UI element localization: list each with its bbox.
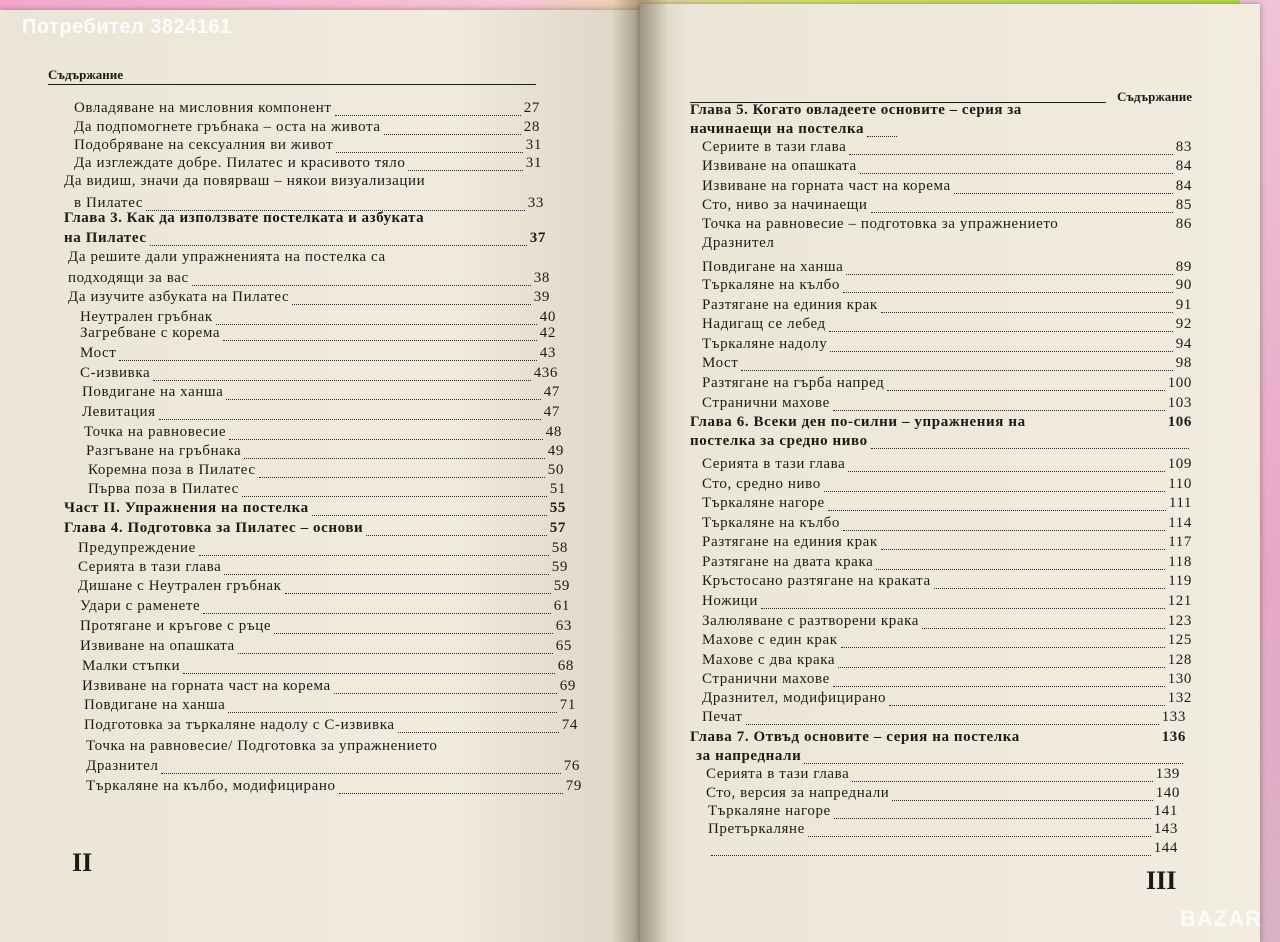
toc-entry[interactable] <box>702 375 1192 395</box>
entry-title: Странични махове <box>702 395 830 411</box>
toc-entry[interactable] <box>80 325 556 345</box>
toc-entry[interactable] <box>88 481 566 501</box>
book-gutter <box>612 0 668 942</box>
toc-entry[interactable] <box>702 652 1192 672</box>
entry-title-line1: Да видиш, значи да повярваш – някои визуализации <box>64 173 426 189</box>
entry-page: 132 <box>1167 690 1192 706</box>
leader-dots <box>336 151 523 153</box>
entry-page: 110 <box>1168 476 1192 492</box>
entry-page: 65 <box>555 638 572 654</box>
leader-dots <box>838 666 1165 668</box>
leader-dots <box>223 339 537 341</box>
entry-title: Разгъване на гръбнака <box>86 443 242 459</box>
right-folio: III <box>1146 866 1177 895</box>
toc-entry[interactable] <box>702 573 1192 593</box>
leader-dots <box>808 835 1151 837</box>
leader-dots <box>954 192 1173 194</box>
entry-page: 86 <box>1175 216 1192 232</box>
leader-dots <box>867 135 897 137</box>
entry-title: Сто, средно ниво <box>702 476 821 492</box>
leader-dots <box>887 389 1164 391</box>
toc-entry[interactable] <box>702 632 1192 652</box>
toc-entry[interactable] <box>74 155 542 175</box>
leader-dots <box>889 704 1165 706</box>
entry-page: 94 <box>1175 336 1192 352</box>
leader-dots <box>335 114 521 116</box>
leader-dots <box>242 495 547 497</box>
entry-page: 128 <box>1167 652 1192 668</box>
entry-page: 38 <box>533 270 550 286</box>
entry-title: Серията в тази глава <box>702 456 846 472</box>
entry-page: 55 <box>549 500 566 516</box>
entry-title: Повдигане на ханша <box>82 384 224 400</box>
leader-dots <box>228 711 556 713</box>
entry-page: 141 <box>1153 803 1178 819</box>
entry-page: 76 <box>563 758 580 774</box>
toc-entry[interactable] <box>702 554 1192 574</box>
entry-title: за напреднали <box>696 748 802 764</box>
entry-page: 140 <box>1155 785 1180 801</box>
toc-entry[interactable] <box>702 197 1192 217</box>
entry-title: Печат <box>702 709 743 725</box>
entry-page: 39 <box>533 289 550 305</box>
entry-title: на Пилатес <box>64 230 147 246</box>
leader-dots <box>881 548 1165 550</box>
leader-dots <box>119 359 536 361</box>
entry-title: Левитация <box>82 404 156 420</box>
entry-page: 106 <box>1167 414 1192 430</box>
entry-title: Дишане с Неутрален гръбнак <box>78 578 282 594</box>
entry-page: 89 <box>1175 259 1192 275</box>
leader-dots <box>746 723 1159 725</box>
entry-page: 119 <box>1168 573 1192 589</box>
entry-page: 59 <box>553 578 570 594</box>
toc-entry[interactable] <box>702 216 1192 236</box>
watermark: Потребител 3824161 <box>22 16 232 38</box>
chapter-title-line1: Глава 5. Когато овладеете основите – серия за <box>690 102 1022 118</box>
toc-entry[interactable] <box>702 316 1192 336</box>
toc-entry[interactable] <box>702 259 1192 279</box>
entry-page: 69 <box>559 678 576 694</box>
toc-entry[interactable] <box>80 618 572 638</box>
entry-page: 123 <box>1167 613 1192 629</box>
entry-title: Търкаляне на кълбо, модифицирано <box>86 778 336 794</box>
leader-dots <box>161 772 560 774</box>
toc-entry[interactable] <box>702 456 1192 476</box>
leader-dots <box>274 632 553 634</box>
entry-page: 436 <box>533 365 558 381</box>
entry-title: Серията в тази глава <box>706 766 850 782</box>
toc-entry[interactable] <box>702 476 1192 496</box>
leader-spacer <box>1023 744 1159 745</box>
entry-title: Повдигане на ханша <box>702 259 844 275</box>
toc-entry[interactable] <box>702 139 1192 159</box>
entry-title: Ножици <box>702 593 759 609</box>
toc-entry[interactable] <box>706 766 1180 786</box>
entry-page: 59 <box>551 559 568 575</box>
toc-entry[interactable] <box>82 678 576 698</box>
toc-entry[interactable] <box>702 395 1192 415</box>
leader-spacer <box>1029 429 1165 430</box>
entry-title: Мост <box>702 355 739 371</box>
leader-dots <box>804 762 1183 764</box>
entry-title: Мост <box>80 345 117 361</box>
leader-dots <box>224 573 548 575</box>
entry-title: Подготовка за търкаляне надолу с С-извивка <box>84 717 395 733</box>
entry-page: 139 <box>1155 766 1180 782</box>
entry-page: 100 <box>1167 375 1192 391</box>
toc-entry[interactable] <box>88 462 564 482</box>
left-header: Съдържание <box>48 67 536 85</box>
entry-page: 114 <box>1168 515 1192 531</box>
toc-entry[interactable] <box>86 758 580 778</box>
toc-chapter-cont <box>696 748 1186 768</box>
leader-dots <box>841 646 1165 648</box>
entry-title: Коремна поза в Пилатес <box>88 462 256 478</box>
entry-page: 58 <box>551 540 568 556</box>
entry-title: Протягане и кръгове с ръце <box>80 618 272 634</box>
right-header-text: Съдържание <box>1116 89 1192 104</box>
leader-dots <box>834 817 1151 819</box>
entry-page: 61 <box>553 598 570 614</box>
leader-dots <box>829 330 1173 332</box>
entry-page: 84 <box>1175 158 1192 174</box>
toc-entry[interactable] <box>702 158 1192 178</box>
left-folio: II <box>72 848 93 877</box>
leader-dots <box>876 568 1165 570</box>
entry-page: 33 <box>527 195 544 211</box>
entry-title: Кръстосано разтягане на краката <box>702 573 931 589</box>
entry-page: 98 <box>1175 355 1192 371</box>
toc-entry[interactable] <box>702 355 1192 375</box>
toc-entry[interactable] <box>82 384 560 404</box>
entry-page: 118 <box>1168 554 1192 570</box>
leader-dots <box>199 554 549 556</box>
toc-entry[interactable] <box>82 404 560 424</box>
toc-entry[interactable] <box>74 119 540 139</box>
leader-dots <box>871 447 1189 449</box>
entry-page: 90 <box>1175 277 1192 293</box>
entry-page: 91 <box>1175 297 1192 313</box>
leader-dots <box>922 627 1165 629</box>
toc-entry[interactable] <box>702 336 1192 356</box>
chapter-title-line1: Глава 6. Всеки ден по-силни – упражнения на <box>690 414 1026 430</box>
entry-title: Махове с един крак <box>702 632 838 648</box>
entry-page: 42 <box>539 325 556 341</box>
entry-title: начинаещи на постелка <box>690 121 865 137</box>
entry-title: в Пилатес <box>74 195 144 211</box>
toc-entry[interactable] <box>78 559 568 579</box>
entry-page: 109 <box>1167 456 1192 472</box>
entry-title: Първа поза в Пилатес <box>88 481 239 497</box>
entry-page: 28 <box>523 119 540 135</box>
entry-title: Търкаляне на кълбо <box>702 515 840 531</box>
entry-title: Сто, ниво за начинаещи <box>702 197 868 213</box>
entry-title: Странични махове <box>702 671 830 687</box>
entry-page: 43 <box>539 345 556 361</box>
entry-page: 63 <box>555 618 572 634</box>
leader-dots <box>828 509 1166 511</box>
entry-page: 111 <box>1168 495 1192 511</box>
chapter-title-line1: Глава 7. Отвъд основите – серия на постелка <box>690 729 1020 745</box>
toc-entry[interactable] <box>706 785 1180 805</box>
entry-title: Разтягане на единия крак <box>702 534 878 550</box>
leader-dots <box>860 172 1173 174</box>
entry-title: Да изглеждате добре. Пилатес и красивото тяло <box>74 155 406 171</box>
entry-title: Търкаляне нагоре <box>708 803 831 819</box>
leader-dots <box>852 780 1152 782</box>
leader-dots <box>226 398 540 400</box>
leader-dots <box>150 244 527 246</box>
toc-entry[interactable] <box>702 515 1192 535</box>
entry-title: Търкаляне надолу <box>702 336 828 352</box>
entry-title: Овладяване на мисловния компонент <box>74 100 332 116</box>
entry-title: постелка за средно ниво <box>690 433 868 449</box>
entry-page: 49 <box>547 443 564 459</box>
leader-spacer <box>1061 231 1172 232</box>
toc-entry[interactable] <box>80 365 558 385</box>
leader-dots <box>711 854 1151 856</box>
toc-entry[interactable] <box>708 803 1178 823</box>
leader-dots <box>153 379 530 381</box>
entry-page: 130 <box>1167 671 1192 687</box>
entry-title: Дразнител <box>702 235 775 251</box>
entry-title: Подобряване на сексуалния ви живот <box>74 137 334 153</box>
toc-entry[interactable] <box>702 495 1192 515</box>
leader-dots <box>849 153 1172 155</box>
toc-entry[interactable] <box>78 540 568 560</box>
entry-page: 71 <box>559 697 576 713</box>
toc-entry[interactable] <box>74 137 542 157</box>
toc-entry[interactable] <box>702 709 1186 729</box>
entry-title-line1: Точка на равновесие – подготовка за упражнението <box>702 216 1059 232</box>
toc-chapter[interactable] <box>690 729 1186 749</box>
entry-page: 79 <box>565 778 582 794</box>
entry-title: Търкаляне нагоре <box>702 495 825 511</box>
entry-title: Търкаляне на кълбо <box>702 277 840 293</box>
leader-dots <box>312 514 547 516</box>
leader-dots <box>846 273 1172 275</box>
leader-dots <box>848 470 1164 472</box>
toc-entry[interactable] <box>68 270 550 290</box>
toc-entry[interactable] <box>86 778 582 798</box>
entry-page: 92 <box>1175 316 1192 332</box>
leader-dots <box>203 612 550 614</box>
entry-title: Извиване на горната част на корема <box>702 178 951 194</box>
toc-entry[interactable] <box>80 345 556 365</box>
entry-title: С-извивка <box>80 365 151 381</box>
leader-dots <box>833 409 1165 411</box>
leader-dots <box>285 592 551 594</box>
chapter-title-line1: Глава 3. Как да използвате постелката и азбуката <box>64 210 425 226</box>
leader-dots <box>259 476 545 478</box>
toc-entry[interactable] <box>80 598 570 618</box>
leader-dots <box>934 587 1166 589</box>
toc-entry[interactable] <box>702 671 1192 691</box>
toc-entry[interactable] <box>84 717 578 737</box>
toc-entry[interactable] <box>702 613 1192 633</box>
entry-title: Неутрален гръбнак <box>80 309 213 325</box>
entry-title: Сто, версия за напреднали <box>706 785 890 801</box>
entry-title: Предупреждение <box>78 540 196 556</box>
toc-entry[interactable] <box>74 100 540 120</box>
entry-title: Разтягане на двата крака <box>702 554 874 570</box>
entry-page: 143 <box>1153 821 1178 837</box>
toc-chapter[interactable] <box>64 520 566 540</box>
leader-dots <box>843 529 1165 531</box>
toc-chapter-cont <box>690 433 1192 453</box>
leader-dots <box>292 303 531 305</box>
toc-part[interactable] <box>64 500 566 520</box>
entry-title: Точка на равновесие <box>84 424 227 440</box>
toc-entry[interactable] <box>82 658 574 678</box>
entry-title: подходящи за вас <box>68 270 189 286</box>
toc-chapter[interactable] <box>690 121 900 141</box>
entry-title: Повдигане на ханша <box>84 697 226 713</box>
entry-page: 40 <box>539 309 556 325</box>
entry-page: 103 <box>1167 395 1192 411</box>
entry-page: 68 <box>557 658 574 674</box>
leader-dots <box>892 799 1152 801</box>
entry-title: Залюляване с разтворени крака <box>702 613 920 629</box>
entry-title: Да изучите азбуката на Пилатес <box>68 289 290 305</box>
leader-dots <box>871 211 1173 213</box>
toc-entry[interactable] <box>86 443 564 463</box>
entry-title: Част II. Упражнения на постелка <box>64 500 309 516</box>
entry-page: 27 <box>523 100 540 116</box>
leader-dots <box>830 350 1173 352</box>
entry-title: Извиване на опашката <box>702 158 857 174</box>
toc-entry[interactable] <box>702 277 1192 297</box>
entry-page: 31 <box>525 137 542 153</box>
toc-entry[interactable] <box>708 840 1178 860</box>
toc-entry[interactable] <box>702 534 1192 554</box>
leader-dots <box>833 685 1165 687</box>
entry-page: 144 <box>1153 840 1178 856</box>
entry-title: Загребване с корема <box>80 325 221 341</box>
entry-title: Извиване на горната част на корема <box>82 678 331 694</box>
leader-dots <box>824 490 1165 492</box>
entry-page: 133 <box>1161 709 1186 725</box>
toc-entry[interactable] <box>702 178 1192 198</box>
entry-page: 37 <box>529 230 546 246</box>
leader-dots <box>881 311 1173 313</box>
toc-entry[interactable] <box>702 593 1192 613</box>
entry-title: Удари с раменете <box>80 598 201 614</box>
toc-entry[interactable] <box>80 638 572 658</box>
entry-page: 117 <box>1168 534 1192 550</box>
toc-chapter[interactable] <box>690 414 1192 434</box>
entry-page: 51 <box>549 481 566 497</box>
entry-title: Дразнител, модифицирано <box>702 690 887 706</box>
leader-dots <box>244 457 545 459</box>
entry-title-line1: Да решите дали упражненията на постелка са <box>68 249 386 265</box>
entry-title: Разтягане на единия крак <box>702 297 878 313</box>
entry-page: 121 <box>1167 593 1192 609</box>
entry-page: 125 <box>1167 632 1192 648</box>
entry-title: Малки стъпки <box>82 658 181 674</box>
entry-title: Махове с два крака <box>702 652 836 668</box>
toc-entry[interactable] <box>702 690 1192 710</box>
entry-title: Дразнител <box>86 758 159 774</box>
entry-page: 47 <box>543 404 560 420</box>
entry-title: Серията в тази глава <box>78 559 222 575</box>
leader-dots <box>761 607 1165 609</box>
leader-dots <box>192 284 531 286</box>
toc-entry[interactable] <box>84 697 576 717</box>
leader-dots <box>398 731 559 733</box>
entry-page: 84 <box>1175 178 1192 194</box>
entry-title: Извиване на опашката <box>80 638 235 654</box>
leader-dots <box>741 369 1172 371</box>
toc-entry[interactable] <box>702 297 1192 317</box>
entry-title: Да подпомогнете гръбнака – оста на живота <box>74 119 381 135</box>
entry-page: 48 <box>545 424 562 440</box>
entry-title: Разтягане на гърба напред <box>702 375 885 391</box>
entry-page: 136 <box>1161 729 1186 745</box>
leader-dots <box>384 133 521 135</box>
entry-title: Глава 4. Подготовка за Пилатес – основи <box>64 520 364 536</box>
leader-dots <box>183 672 555 674</box>
leader-dots <box>843 291 1173 293</box>
leader-dots <box>159 418 541 420</box>
toc-entry[interactable] <box>708 821 1178 841</box>
leader-dots <box>334 692 557 694</box>
toc-entry[interactable] <box>84 424 562 444</box>
entry-title: Сериите в тази глава <box>702 139 847 155</box>
toc-chapter[interactable] <box>64 230 546 250</box>
leader-dots <box>366 534 547 536</box>
entry-page: 47 <box>543 384 560 400</box>
entry-page: 31 <box>525 155 542 171</box>
entry-page: 83 <box>1175 139 1192 155</box>
entry-title: Надигащ се лебед <box>702 316 826 332</box>
entry-page: 85 <box>1175 197 1192 213</box>
leader-dots <box>339 792 563 794</box>
entry-page: 74 <box>561 717 578 733</box>
leader-dots <box>238 652 553 654</box>
toc-entry[interactable] <box>68 289 550 309</box>
entry-title: Претъркаляне <box>708 821 805 837</box>
toc-entry[interactable] <box>78 578 570 598</box>
bazar-logo: BAZAR <box>1180 906 1262 931</box>
leader-dots <box>229 438 543 440</box>
entry-title-line1: Точка на равновесие/ Подготовка за упражнението <box>86 738 438 754</box>
leader-dots <box>408 169 522 171</box>
entry-page: 50 <box>547 462 564 478</box>
entry-page: 57 <box>549 520 566 536</box>
